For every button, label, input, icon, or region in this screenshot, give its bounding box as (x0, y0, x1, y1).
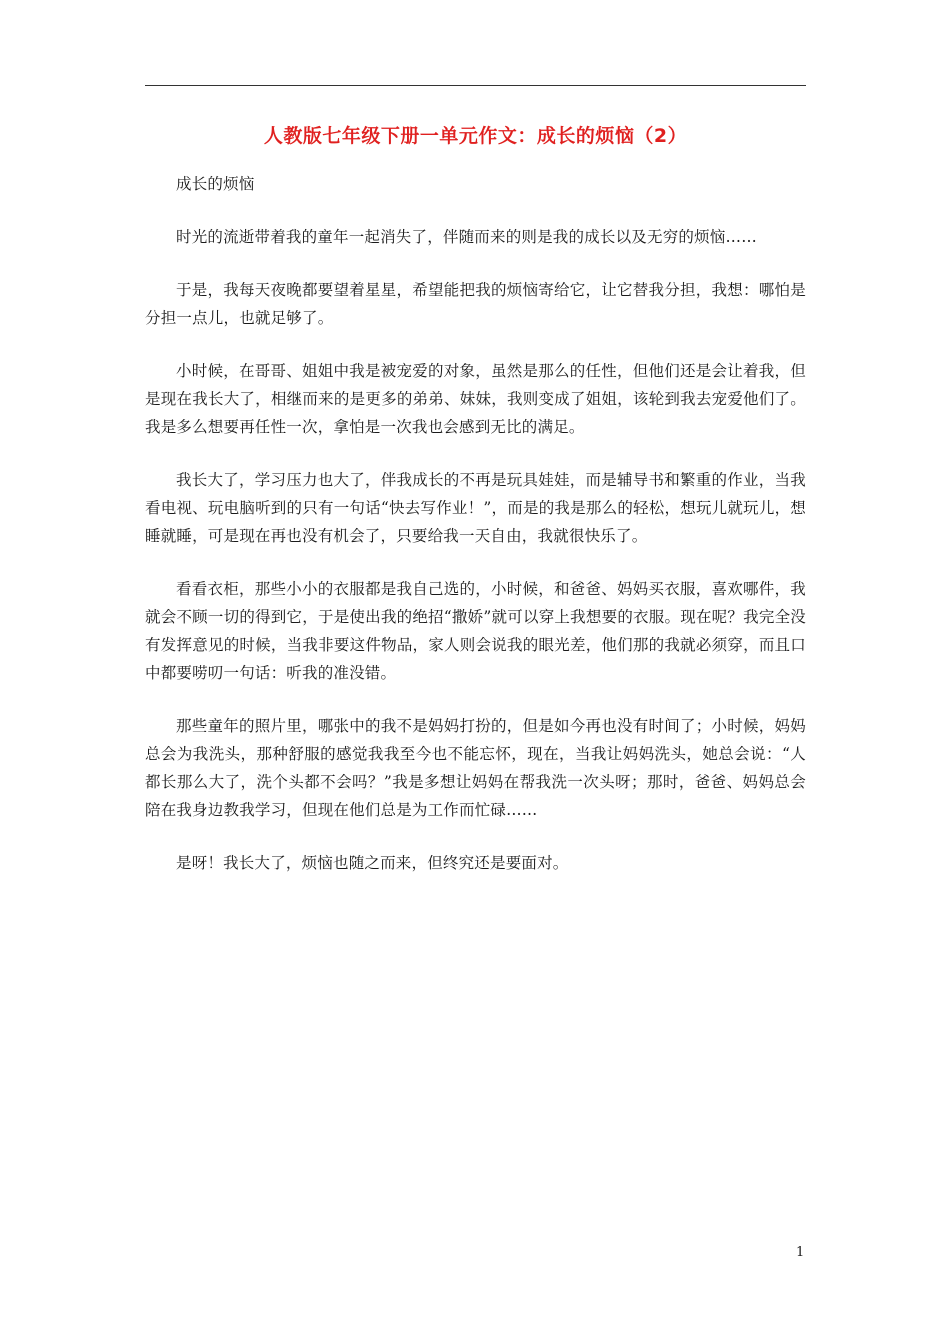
paragraph: 那些童年的照片里，哪张中的我不是妈妈打扮的，但是如今再也没有时间了；小时候，妈妈总会为我洗头，那种舒服的感觉我我至今也不能忘怀，现在，当我让妈妈洗头，她总会说：“人都长那么大了，洗个头都不会吗？”我是多想让妈妈在帮我洗一次头呀；那时，爸爸、妈妈总会陪在我身边教我学习，但现在他们总是为工作而忙碌…… (145, 717, 806, 819)
paragraph: 时光的流逝带着我的童年一起消失了，伴随而来的则是我的成长以及无穷的烦恼…… (176, 228, 757, 246)
paragraph: 我长大了，学习压力也大了，伴我成长的不再是玩具娃娃，而是辅导书和繁重的作业，当我看电视、玩电脑听到的只有一句话“快去写作业！”，而是的我是那么的轻松，想玩儿就玩儿，想睡就睡，可是现在再也没有机会了，只要给我一天自由，我就很快乐了。 (145, 471, 806, 545)
paragraph: 小时候，在哥哥、姐姐中我是被宠爱的对象，虽然是那么的任性，但他们还是会让着我，但是现在我长大了，相继而来的是更多的弟弟、妹妹，我则变成了姐姐，该轮到我去宠爱他们了。我是多么想要再任性一次，拿怕是一次我也会感到无比的满足。 (145, 362, 806, 436)
paragraph: 看看衣柜，那些小小的衣服都是我自己选的，小时候，和爸爸、妈妈买衣服，喜欢哪件，我就会不顾一切的得到它，于是使出我的绝招“撒娇”就可以穿上我想要的衣服。现在呢？我完全没有发挥意见的时候，当我非要这件物品，家人则会说我的眼光差，他们那的我就必须穿，而且口中都要唠叨一句话：听我的准没错。 (145, 580, 806, 682)
paragraph: 于是，我每天夜晚都要望着星星，希望能把我的烦恼寄给它，让它替我分担，我想：哪怕是分担一点儿，也就足够了。 (145, 281, 806, 327)
page-number: 1 (796, 1245, 805, 1260)
document-body (145, 170, 806, 902)
essay-subtitle: 成长的烦恼 (176, 175, 255, 193)
paragraph: 是呀！我长大了，烦恼也随之而来，但终究还是要面对。 (176, 854, 569, 872)
document-title: 人教版七年级下册一单元作文：成长的烦恼（2） (263, 125, 688, 147)
header-rule (145, 85, 806, 86)
